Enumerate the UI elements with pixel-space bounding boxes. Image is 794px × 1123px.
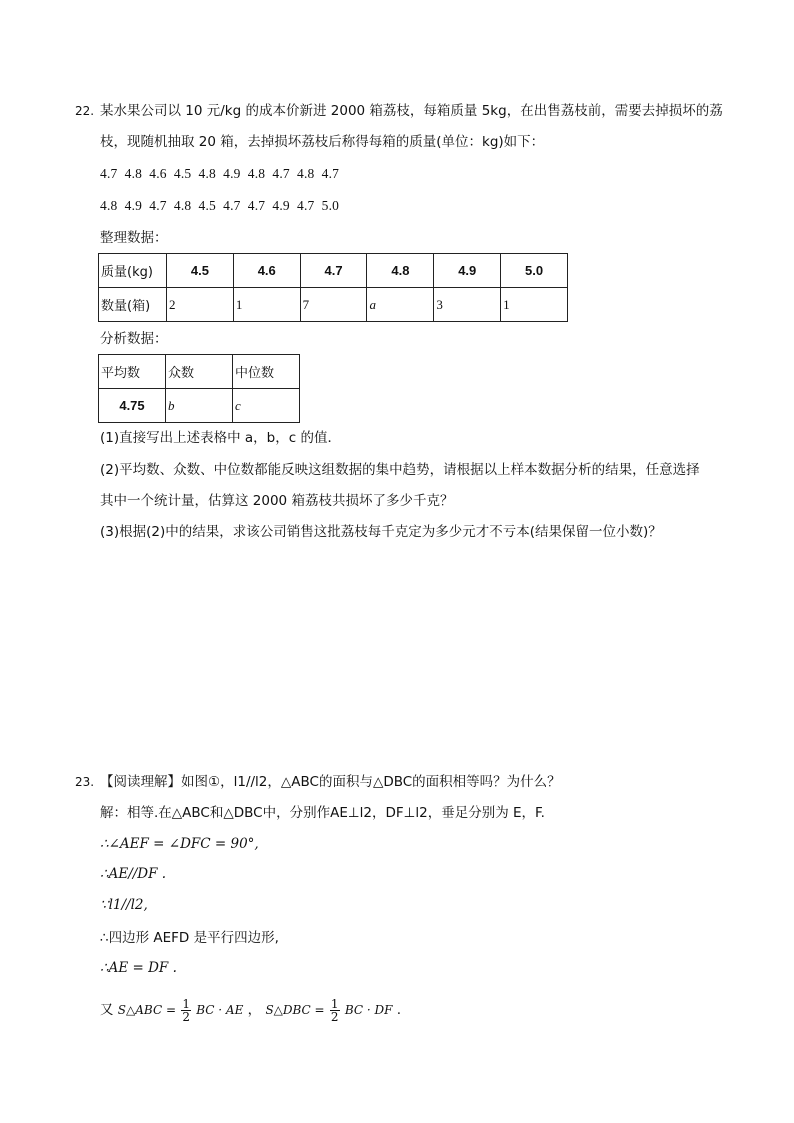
table-header-row: [99, 355, 300, 389]
question-23-number: 23.: [75, 775, 95, 789]
q22-intro-line-1: 某水果公司以 10 元/kg 的成本价新进 2000 箱荔枝，每箱质量 5kg，在出售荔枝前，需要去掉损坏的荔: [100, 103, 723, 119]
q22-organize-label: 整理数据：: [100, 230, 168, 246]
table-cell: 平均数: [99, 355, 166, 389]
table-cell: 3: [434, 288, 501, 322]
s-dbc-rhs: BC · DF: [344, 1003, 393, 1017]
table-cell: b: [166, 389, 233, 423]
q22-data-row-1: 4.7 4.8 4.6 4.5 4.8 4.9 4.8 4.7 4.8 4.7: [100, 166, 340, 181]
q23-solution-line-1: 解：相等.在△ABC和△DBC中，分别作AE⊥l2，DF⊥l2，垂足分别为 E，F.: [100, 805, 545, 821]
fraction-numerator: 1: [330, 996, 339, 1011]
q23-title-line: 【阅读理解】如图①，l1//l2，△ABC的面积与△DBC的面积相等吗？为什么？: [100, 774, 561, 790]
table-row: [99, 389, 300, 423]
end-punctuation: .: [396, 1002, 402, 1018]
table-cell: 4.8: [367, 254, 434, 288]
statistics-table: [98, 354, 300, 423]
q23-solution-line-3: ∴AE//DF .: [100, 866, 167, 882]
fraction-one-half: [181, 998, 191, 1023]
fraction-numerator: 1: [182, 996, 190, 1011]
q22-part-3: (3)根据(2)中的结果，求该公司销售这批荔枝每千克定为多少元才不亏本(结果保留一位小数)？: [100, 524, 662, 540]
table-cell: 质量(kg): [99, 254, 167, 288]
s-abc-lhs: S△ABC =: [117, 1003, 177, 1017]
table-cell: 4.75: [99, 389, 166, 423]
table-cell: 2: [167, 288, 234, 322]
q22-intro-line-2: 枝，现随机抽取 20 箱，去掉损坏荔枝后称得每箱的质量(单位：kg)如下：: [100, 134, 545, 150]
table-cell: 4.6: [233, 254, 300, 288]
fraction-denominator: 2: [330, 1009, 339, 1024]
table-row: [99, 288, 568, 322]
q23-solution-line-5: ∴四边形 AEFD 是平行四边形,: [100, 930, 279, 946]
s-abc-rhs: BC · AE: [196, 1003, 244, 1017]
table-cell: 众数: [166, 355, 233, 389]
table-cell: 4.9: [434, 254, 501, 288]
q23-solution-line-4: ∵l1//l2,: [100, 897, 148, 913]
q22-part-1: (1)直接写出上述表格中 a，b，c 的值．: [100, 430, 341, 446]
q22-part-2-line-2: 其中一个统计量，估算这 2000 箱荔枝共损坏了多少千克？: [100, 493, 454, 509]
q22-part-2-line-1: (2)平均数、众数、中位数都能反映这组数据的集中趋势，请根据以上样本数据分析的结果，任意选择: [100, 462, 700, 478]
q23-area-formula-line: [100, 992, 401, 1028]
q23-solution-line-6: ∴AE = DF .: [100, 960, 177, 976]
separator: ，: [247, 1002, 262, 1018]
table-cell: 7: [300, 288, 367, 322]
table-cell: 4.5: [167, 254, 234, 288]
table-cell: c: [233, 389, 300, 423]
table-header-row: [99, 254, 568, 288]
question-22-number: 22.: [75, 104, 95, 118]
table-cell: 数量(箱): [99, 288, 167, 322]
table-cell: 中位数: [233, 355, 300, 389]
mass-count-table: [98, 253, 568, 322]
fraction-one-half: [330, 998, 340, 1023]
table-cell: 4.7: [300, 254, 367, 288]
s-dbc-lhs: S△DBC =: [265, 1003, 325, 1017]
fraction-denominator: 2: [182, 1009, 190, 1024]
table-cell: a: [367, 288, 434, 322]
q22-data-row-2: 4.8 4.9 4.7 4.8 4.5 4.7 4.7 4.9 4.7 5.0: [100, 198, 340, 213]
q23-solution-line-2: ∴∠AEF = ∠DFC = 90°,: [100, 836, 259, 852]
prefix-text: 又: [100, 1002, 114, 1018]
table-cell: 1: [501, 288, 568, 322]
table-cell: 5.0: [501, 254, 568, 288]
q22-analyze-label: 分析数据：: [100, 331, 168, 347]
table-cell: 1: [233, 288, 300, 322]
